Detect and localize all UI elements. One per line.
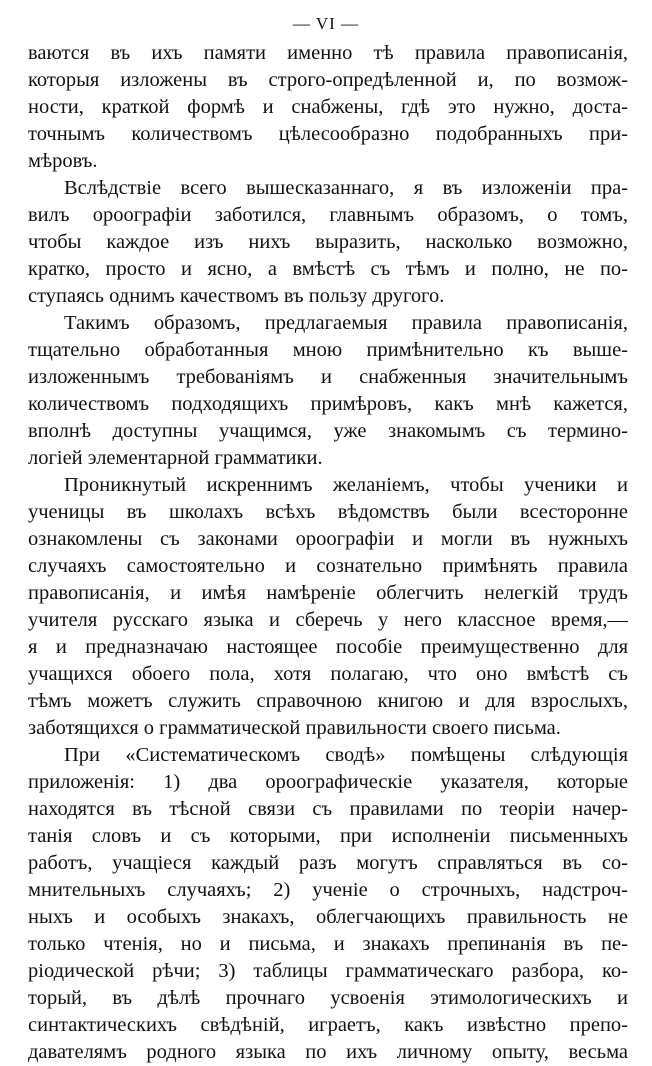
text-line: заботящихся о грамматической правильности своего письма. — [28, 717, 561, 739]
body-text — [28, 40, 628, 1066]
text-line: количествомъ подходящихъ примѣровъ, какъ мнѣ кажется, — [28, 393, 628, 415]
text-line: изложеннымъ требованіямъ и снабженныя значительнымъ — [28, 366, 628, 388]
text-line: тѣмъ можетъ служить справочною книгою и для взрослыхъ, — [28, 690, 628, 712]
text-line: При «Систематическомъ сводѣ» помѣщены слѣдующія — [64, 744, 628, 766]
text-line: работъ, учащіеся каждый разъ могутъ справляться въ со- — [28, 852, 628, 874]
text-line: ныхъ и особыхъ знакахъ, облегчающихъ правильность не — [28, 906, 628, 928]
text-line: тщательно обработанныя мною примѣнительно къ выше- — [28, 339, 628, 361]
text-line: мнительныхъ случаяхъ; 2) ученіе о строчныхъ, надстроч- — [28, 879, 628, 901]
text-line: правописанія, и имѣя намѣреніе облегчить нелегкій трудъ — [28, 582, 628, 604]
text-line: которыя изложены въ строго-опредѣленной и, по возмож- — [28, 69, 628, 91]
text-line: ріодической рѣчи; 3) таблицы грамматическаго разбора, ко- — [28, 960, 628, 982]
text-line: вилъ ороографіи заботился, главнымъ образомъ, о томъ, — [28, 204, 628, 226]
text-line: ваются въ ихъ памяти именно тѣ правила правописанія, — [28, 42, 628, 64]
text-line: находятся въ тѣсной связи съ правилами по теоріи начер- — [28, 798, 628, 820]
text-line: кратко, просто и ясно, а вмѣстѣ съ тѣмъ и полно, не по- — [28, 258, 628, 280]
text-line: чтобы каждое изъ нихъ выразить, насколько возможно, — [28, 231, 628, 253]
text-line: учащихся обоего пола, хотя полагаю, что оно вмѣстѣ съ — [28, 663, 628, 685]
text-line: вполнѣ доступны учащимся, уже знакомымъ съ термино- — [28, 420, 628, 442]
text-line: синтактическихъ свѣдѣній, играетъ, какъ извѣстно препо- — [28, 1014, 628, 1036]
text-line: ступаясь однимъ качествомъ въ пользу другого. — [28, 285, 445, 307]
page-number: — VI — — [292, 14, 360, 33]
text-line: учителя русскаго языка и сберечь у него классное время,— — [28, 609, 628, 631]
text-line: Такимъ образомъ, предлагаемыя правила правописанія, — [64, 312, 628, 334]
text-line: случаяхъ самостоятельно и сознательно примѣнять правила — [28, 555, 628, 577]
text-line: только чтенія, но и письма, и знакахъ препинанія въ пе- — [28, 933, 628, 955]
text-line: я и предназначаю настоящее пособіе преимущественно для — [28, 636, 628, 658]
text-line: Проникнутый искреннимъ желаніемъ, чтобы ученики и — [64, 474, 628, 496]
text-line: мѣровъ. — [28, 150, 98, 172]
text-line: ученицы въ школахъ всѣхъ вѣдомствъ были всесторонне — [28, 501, 628, 523]
text-line: логіей элементарной грамматики. — [28, 447, 323, 469]
text-line: точнымъ количествомъ цѣлесообразно подобранныхъ при- — [28, 123, 628, 145]
text-line: давателямъ родного языка по ихъ личному опыту, весьма — [28, 1041, 628, 1063]
text-line: танія словъ и съ которыми, при исполненіи письменныхъ — [28, 825, 628, 847]
text-line: ознакомлены съ законами ороографіи и могли въ нужныхъ — [28, 528, 628, 550]
text-line: ности, краткой формѣ и снабжены, гдѣ это нужно, доста- — [28, 96, 628, 118]
text-line: Вслѣдствіе всего вышесказаннаго, я въ изложеніи пра- — [64, 177, 628, 199]
text-line: торый, въ дѣлѣ прочнаго усвоенія этимологическихъ и — [28, 987, 628, 1009]
text-line: приложенія: 1) два ороографическіе указателя, которые — [28, 771, 628, 793]
